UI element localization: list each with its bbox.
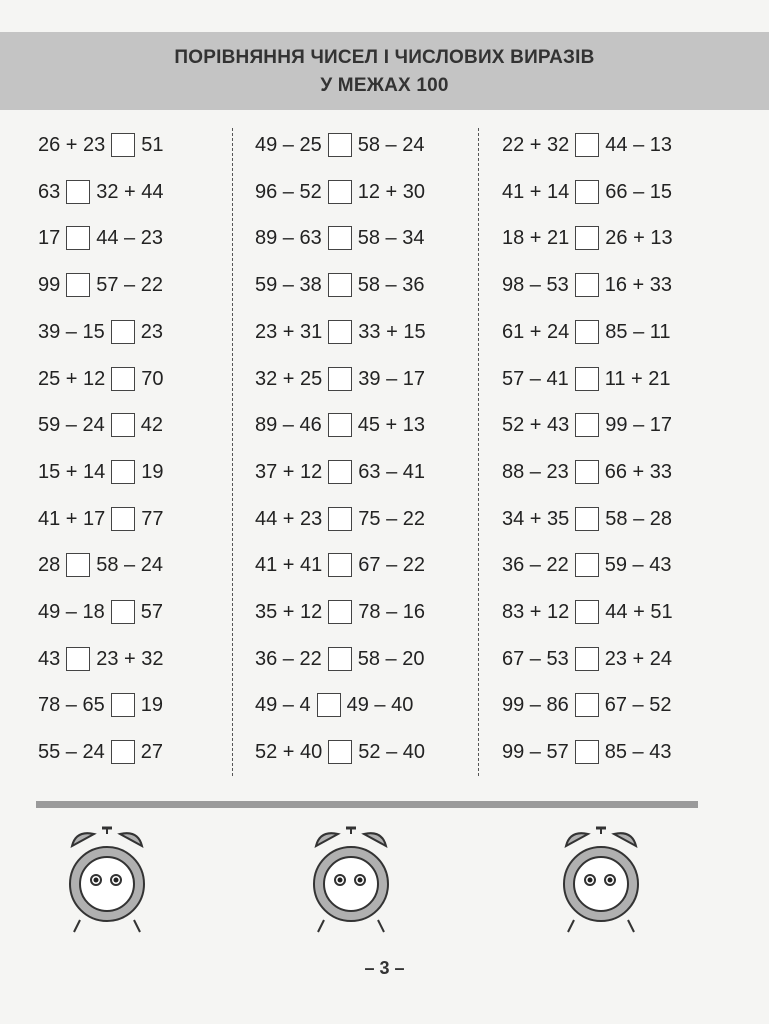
right-expression: 23 + 32 — [96, 647, 164, 670]
comparison-row — [255, 595, 425, 629]
left-expression: 52 + 43 — [502, 413, 570, 436]
alarm-clock-icon — [310, 822, 392, 943]
right-expression: 85 – 43 — [604, 740, 672, 763]
right-expression: 77 — [141, 507, 164, 530]
answer-box[interactable] — [328, 226, 352, 250]
comparison-row — [502, 362, 671, 396]
left-expression: 41 + 14 — [502, 180, 570, 203]
right-expression: 33 + 15 — [358, 320, 426, 343]
answer-box[interactable] — [111, 413, 135, 437]
right-expression: 70 — [141, 367, 164, 390]
answer-box[interactable] — [328, 740, 352, 764]
answer-box[interactable] — [575, 133, 599, 157]
answer-box[interactable] — [575, 180, 599, 204]
right-expression: 44 – 23 — [96, 226, 163, 249]
right-expression: 19 — [141, 460, 164, 483]
left-expression: 43 — [38, 647, 61, 670]
comparison-row — [255, 502, 425, 536]
comparison-row — [255, 175, 425, 209]
right-expression: 66 – 15 — [605, 180, 673, 203]
right-expression: 42 — [140, 413, 163, 436]
right-expression: 19 — [140, 693, 163, 716]
left-expression: 36 – 22 — [255, 647, 322, 670]
column-divider — [478, 128, 479, 776]
left-expression: 15 + 14 — [38, 460, 106, 483]
left-expression: 32 + 25 — [255, 367, 323, 390]
left-expression: 88 – 23 — [502, 460, 569, 483]
right-expression: 66 + 33 — [604, 460, 673, 483]
right-expression: 57 — [140, 600, 163, 623]
left-expression: 26 + 23 — [38, 133, 106, 156]
right-expression: 44 + 51 — [605, 600, 673, 623]
left-expression: 36 – 22 — [502, 553, 569, 576]
left-expression: 89 – 46 — [255, 413, 322, 436]
right-expression: 52 – 40 — [358, 740, 426, 763]
comparison-row — [502, 502, 672, 536]
left-expression: 41 + 41 — [255, 553, 323, 576]
answer-box[interactable] — [317, 693, 341, 717]
left-expression: 99 – 86 — [502, 693, 569, 716]
answer-box[interactable] — [328, 273, 352, 297]
left-expression: 96 – 52 — [255, 180, 322, 203]
comparison-row — [502, 688, 671, 722]
answer-box[interactable] — [111, 507, 135, 531]
right-expression: 39 – 17 — [358, 367, 426, 390]
comparison-row — [38, 688, 163, 722]
right-expression: 67 – 22 — [358, 553, 426, 576]
comparison-row — [502, 455, 672, 489]
left-expression: 18 + 21 — [502, 226, 570, 249]
comparison-row — [255, 735, 425, 769]
left-expression: 99 — [38, 273, 61, 296]
right-expression: 75 – 22 — [358, 507, 426, 530]
right-expression: 58 – 20 — [357, 647, 425, 670]
comparison-row — [502, 408, 672, 442]
comparison-row — [38, 128, 164, 162]
comparison-row — [255, 128, 424, 162]
left-expression: 99 – 57 — [502, 740, 569, 763]
right-expression: 23 + 24 — [604, 647, 673, 670]
right-expression: 78 – 16 — [358, 600, 426, 623]
right-expression: 58 – 28 — [605, 507, 673, 530]
right-expression: 58 – 34 — [357, 226, 425, 249]
left-expression: 98 – 53 — [502, 273, 569, 296]
answer-box[interactable] — [111, 367, 135, 391]
right-expression: 12 + 30 — [357, 180, 426, 203]
answer-box[interactable] — [575, 647, 599, 671]
right-expression: 45 + 13 — [357, 413, 426, 436]
right-expression: 26 + 13 — [605, 226, 673, 249]
left-expression: 78 – 65 — [38, 693, 105, 716]
left-expression: 23 + 31 — [255, 320, 323, 343]
answer-box[interactable] — [66, 226, 90, 250]
comparison-row — [255, 642, 424, 676]
answer-box[interactable] — [575, 413, 599, 437]
comparison-row — [502, 595, 673, 629]
answer-box[interactable] — [575, 320, 599, 344]
right-expression: 23 — [140, 320, 163, 343]
right-expression: 16 + 33 — [604, 273, 673, 296]
left-expression: 59 – 24 — [38, 413, 105, 436]
answer-box[interactable] — [575, 553, 599, 577]
answer-box[interactable] — [66, 180, 90, 204]
answer-box[interactable] — [575, 273, 599, 297]
answer-box[interactable] — [111, 600, 135, 624]
comparison-row — [255, 688, 413, 722]
left-expression: 83 + 12 — [502, 600, 570, 623]
comparison-row — [502, 315, 671, 349]
left-expression: 25 + 12 — [38, 367, 106, 390]
answer-box[interactable] — [66, 553, 90, 577]
left-expression: 67 – 53 — [502, 647, 569, 670]
alarm-clock-icon — [66, 822, 148, 943]
answer-box[interactable] — [328, 413, 352, 437]
page-subtitle: У МЕЖАХ 100 — [320, 75, 449, 96]
left-expression: 41 + 17 — [38, 507, 106, 530]
comparison-row — [502, 221, 673, 255]
answer-box[interactable] — [111, 320, 135, 344]
comparison-row — [255, 408, 425, 442]
comparison-row — [38, 642, 164, 676]
left-expression: 17 — [38, 226, 61, 249]
answer-box[interactable] — [328, 133, 352, 157]
answer-box[interactable] — [328, 553, 352, 577]
left-expression: 49 – 25 — [255, 133, 322, 156]
comparison-row — [38, 455, 164, 489]
left-expression: 89 – 63 — [255, 226, 322, 249]
left-expression: 28 — [38, 553, 61, 576]
right-expression: 59 – 43 — [604, 553, 672, 576]
comparison-row — [255, 221, 424, 255]
left-expression: 55 – 24 — [38, 740, 105, 763]
right-expression: 11 + 21 — [604, 367, 671, 390]
answer-box[interactable] — [66, 273, 90, 297]
right-expression: 58 – 36 — [357, 273, 425, 296]
comparison-row — [38, 548, 163, 582]
comparison-row — [502, 268, 672, 302]
left-expression: 39 – 15 — [38, 320, 105, 343]
comparison-row — [255, 315, 426, 349]
comparison-row — [502, 175, 672, 209]
comparison-row — [38, 408, 163, 442]
right-expression: 27 — [140, 740, 163, 763]
comparison-row — [38, 175, 164, 209]
answer-box[interactable] — [575, 600, 599, 624]
right-expression: 67 – 52 — [604, 693, 672, 716]
answer-box[interactable] — [575, 460, 599, 484]
right-expression: 44 – 13 — [605, 133, 673, 156]
comparison-row — [502, 548, 671, 582]
comparison-row — [502, 128, 672, 162]
comparison-row — [38, 268, 163, 302]
left-expression: 49 – 4 — [255, 693, 311, 716]
left-expression: 34 + 35 — [502, 507, 570, 530]
answer-box[interactable] — [111, 740, 135, 764]
comparison-row — [38, 595, 163, 629]
right-expression: 85 – 11 — [605, 320, 671, 343]
answer-box[interactable] — [66, 647, 90, 671]
left-expression: 22 + 32 — [502, 133, 570, 156]
comparison-row — [255, 455, 425, 489]
column-divider — [232, 128, 233, 776]
page-title: ПОРІВНЯННЯ ЧИСЕЛ І ЧИСЛОВИХ ВИРАЗІВ — [174, 47, 595, 68]
comparison-row — [502, 735, 671, 769]
comparison-row — [38, 221, 163, 255]
left-expression: 57 – 41 — [502, 367, 569, 390]
comparison-row — [255, 362, 425, 396]
comparison-row — [38, 735, 163, 769]
right-expression: 57 – 22 — [96, 273, 163, 296]
left-expression: 63 — [38, 180, 61, 203]
page-number: – 3 – — [364, 958, 405, 978]
answer-box[interactable] — [111, 133, 135, 157]
comparison-row — [38, 362, 164, 396]
answer-box[interactable] — [328, 180, 352, 204]
answer-box[interactable] — [328, 320, 352, 344]
right-expression: 63 – 41 — [358, 460, 426, 483]
left-expression: 61 + 24 — [502, 320, 570, 343]
right-expression: 49 – 40 — [346, 693, 414, 716]
comparison-row — [255, 268, 424, 302]
right-expression: 99 – 17 — [605, 413, 673, 436]
answer-box[interactable] — [328, 367, 352, 391]
answer-box[interactable] — [575, 740, 599, 764]
comparison-row — [502, 642, 672, 676]
answer-box[interactable] — [328, 647, 352, 671]
right-expression: 58 – 24 — [96, 553, 163, 576]
left-expression: 49 – 18 — [38, 600, 105, 623]
comparison-row — [38, 502, 164, 536]
right-expression: 51 — [141, 133, 164, 156]
answer-box[interactable] — [111, 460, 135, 484]
answer-box[interactable] — [328, 507, 352, 531]
left-expression: 37 + 12 — [255, 460, 323, 483]
answer-box[interactable] — [328, 600, 352, 624]
left-expression: 44 + 23 — [255, 507, 323, 530]
answer-box[interactable] — [328, 460, 352, 484]
comparison-row — [255, 548, 425, 582]
answer-box[interactable] — [575, 693, 599, 717]
right-expression: 32 + 44 — [96, 180, 164, 203]
page-header — [0, 32, 769, 110]
answer-box[interactable] — [575, 367, 599, 391]
comparison-row — [38, 315, 163, 349]
left-expression: 35 + 12 — [255, 600, 323, 623]
left-expression: 52 + 40 — [255, 740, 323, 763]
section-divider-bar — [36, 801, 698, 808]
left-expression: 59 – 38 — [255, 273, 322, 296]
answer-box[interactable] — [111, 693, 135, 717]
right-expression: 58 – 24 — [357, 133, 425, 156]
answer-box[interactable] — [575, 507, 599, 531]
alarm-clock-icon — [560, 822, 642, 943]
answer-box[interactable] — [575, 226, 599, 250]
